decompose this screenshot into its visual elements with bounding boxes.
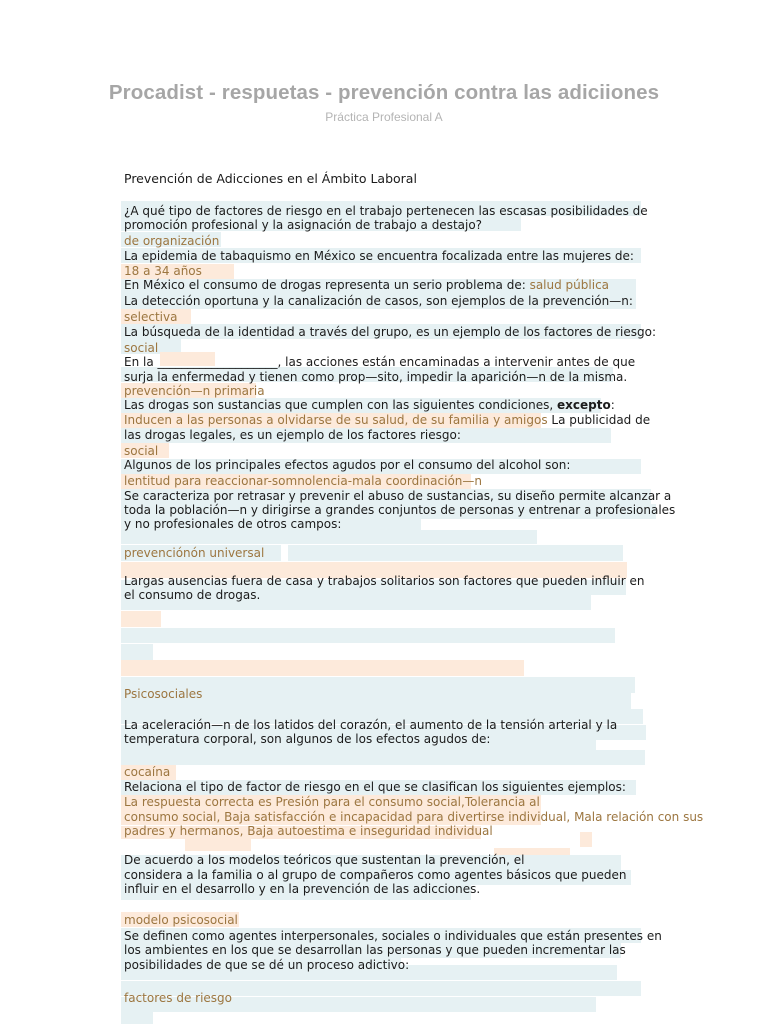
answer-7-line (124, 413, 650, 427)
section-heading: Prevención de Adicciones en el Ámbito Laboral (124, 171, 417, 186)
question-9: Algunos de los principales efectos agudos por el consumo del alcohol son: (124, 458, 571, 472)
question-7 (124, 398, 615, 412)
answer-6: prevención—n primaria (124, 384, 265, 398)
question-12-line-1: La aceleración—n de los latidos del corazón, el aumento de la tensión arterial y la (124, 718, 618, 732)
question-11-line-2: el consumo de drogas. (124, 588, 261, 602)
question-12-line-2: temperatura corporal, son algunos de los efectos agudos de: (124, 732, 491, 746)
answer-13-line-1: La respuesta correcta es Presión para el consumo social,Tolerancia al (124, 795, 540, 809)
document-subtitle: Práctica Profesional A (325, 110, 443, 124)
question-3-text: En México el consumo de drogas representa un serio problema de: (124, 278, 530, 292)
question-8-line-1: La publicidad de (547, 413, 651, 427)
question-7-colon: : (610, 398, 615, 412)
question-5: La búsqueda de la identidad a través del grupo, es un ejemplo de los factores de riesgo: (124, 325, 657, 339)
answer-10: prevenciónón universal (124, 546, 265, 560)
question-13: Relaciona el tipo de factor de riesgo en el que se clasifican los siguientes ejemplos: (124, 780, 626, 794)
answer-14: modelo psicosocial (124, 913, 238, 927)
question-1-line-2: promoción profesional y la asignación de trabajo a destajo? (124, 218, 483, 232)
question-14-line-1: De acuerdo a los modelos teóricos que sustentan la prevención, el (124, 853, 525, 867)
answer-8: social (124, 444, 159, 458)
question-7-text: Las drogas son sustancias que cumplen con las siguientes condiciones, (124, 398, 558, 412)
answer-9: lentitud para reaccionar-somnolencia-mala coordinación—n (124, 474, 483, 488)
answer-2: 18 a 34 años (124, 264, 202, 278)
question-7-emphasis: excepto (557, 398, 611, 412)
question-15-line-2: los ambientes en los que se desarrollan las personas y que pueden incrementar las (124, 943, 626, 957)
question-6-line-2: surja la enfermedad y tienen como prop—sito, impedir la aparición—n de la misma. (124, 370, 628, 384)
question-10-line-3: y no profesionales de otros campos: (124, 517, 342, 531)
answer-11: Psicosociales (124, 687, 203, 701)
question-14-line-3: influir en el desarrollo y en la prevención de las adicciones. (124, 882, 481, 896)
answer-13-line-3: padres y hermanos, Baja autoestima e inseguridad individual (124, 824, 493, 838)
answer-13-line-2: consumo social, Baja satisfacción e incapacidad para divertirse individual, Mala relación con sus (124, 810, 704, 824)
question-14-line-2: considera a la familia o al grupo de compañeros como agentes básicos que pueden (124, 868, 627, 882)
answer-7: Inducen a las personas a olvidarse de su salud, de su familia y amigos (124, 413, 548, 427)
question-6-line-1: En la ____________________, las acciones están encaminadas a intervenir antes de que (124, 355, 636, 369)
question-11-line-1: Largas ausencias fuera de casa y trabajos solitarios son factores que pueden influir en (124, 574, 645, 588)
question-10-line-1: Se caracteriza por retrasar y prevenir el abuso de sustancias, su diseño permite alcanzar a (124, 489, 672, 503)
question-1-line-1: ¿A qué tipo de factores de riesgo en el trabajo pertenecen las escasas posibilidades de (124, 204, 648, 218)
question-4: La detección oportuna y la canalización de casos, son ejemplos de la prevención—n: (124, 294, 633, 308)
answer-15: factores de riesgo (124, 991, 233, 1005)
question-3 (124, 278, 609, 292)
question-8-line-2: las drogas legales, es un ejemplo de los factores riesgo: (124, 428, 461, 442)
answer-4: selectiva (124, 310, 178, 324)
answer-12: cocaína (124, 765, 171, 779)
answer-3: salud pública (529, 278, 610, 292)
question-15-line-1: Se definen como agentes interpersonales, sociales o individuales que están presentes en (124, 929, 662, 943)
answer-5: social (124, 341, 159, 355)
answer-1: de organización (124, 234, 220, 248)
question-2: La epidemia de tabaquismo en México se encuentra focalizada entre las mujeres de: (124, 249, 634, 263)
document-title: Procadist - respuetas - prevención contra las adiciiones (108, 81, 660, 104)
question-10-line-2: toda la población—n y dirigirse a grandes conjuntos de personas y entrenar a profesionales (124, 503, 676, 517)
question-15-line-3: posibilidades de que se dé un proceso adictivo: (124, 958, 410, 972)
